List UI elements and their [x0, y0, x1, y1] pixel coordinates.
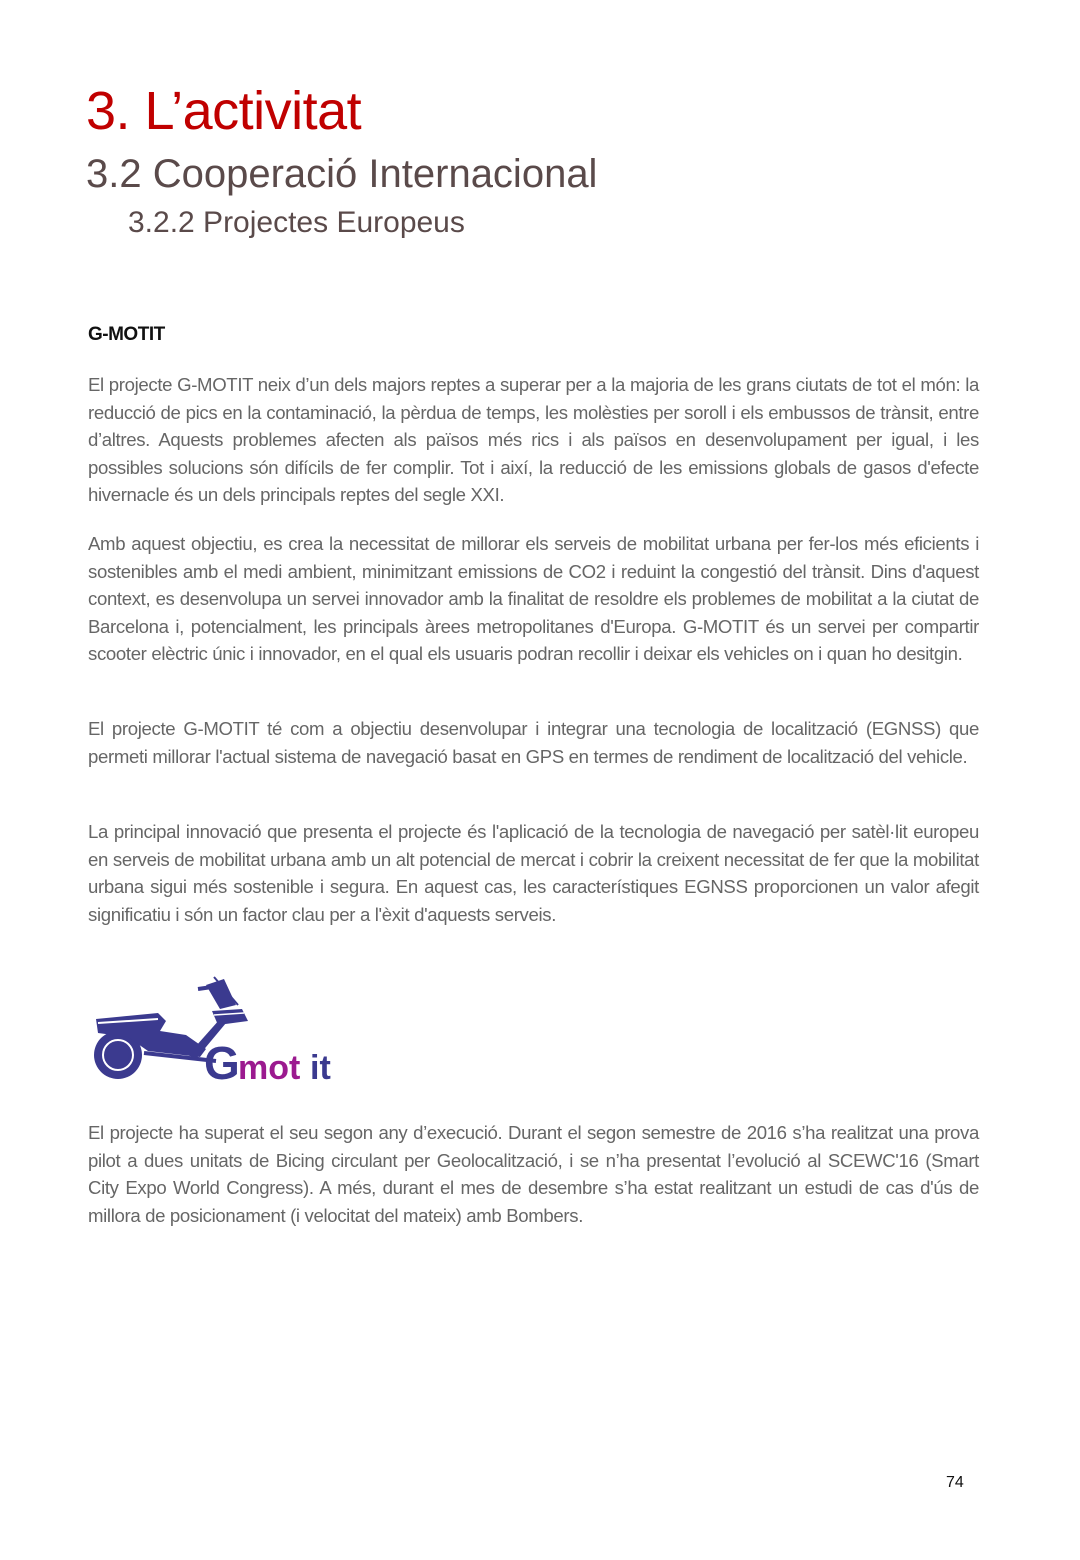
paragraph-objective: Amb aquest objectiu, es crea la necessitat de millorar els serveis de mobilitat urbana per fer-los més eficients i sostenibles amb el medi ambient, minimitzant emissions de CO2 i reduint la congestió del trànsit. Dins d'aquest context, es desenvolupa un servei innovador amb la finalitat de resoldre els problemes de mobilitat a la ciutat de Barcelona i, potencialment, les principals àrees metropolitanes d'Europa. G-MOTIT és un servei per compartir scooter elèctric únic i innovador, en el qual els usuaris podran recollir i deixar els vehicles on i quan ho desitgin.: [88, 533, 979, 665]
page-number: 74: [946, 1474, 964, 1491]
project-title: G-MOTIT: [88, 324, 165, 345]
paragraph-intro: El projecte G-MOTIT neix d’un dels majors reptes a superar per a la majoria de les grans ciutats de tot el món: la reducció de pics en la contaminació, la pèrdua de temps, les molèsties per soroll i els embussos de trànsit, entre d’altres. Aquests problemes afecten als països més rics i als països en desenvolupament per igual, i les possibles solucions són difícils de fer complir. Tot i així, la reducció de les emissions globals de gasos d'efecte hivernacle és un dels principals reptes del segle XXI.: [88, 374, 979, 506]
paragraph-innovation: La principal innovació que presenta el projecte és l'aplicació de la tecnologia de navegació per satèl·lit europeu en serveis de mobilitat urbana amb un alt potencial de mercat i cobrir la creixent necessitat de fer que la mobilitat urbana sigui més sostenible i segura. En aquest cas, les característiques EGNSS proporcionen un valor afegit significatiu i són un factor clau per a l'èxit d'aquests serveis.: [88, 821, 979, 925]
subsection-heading: 3.2.2 Projectes Europeus: [128, 206, 465, 239]
logo-text-it: it: [310, 1049, 331, 1085]
paragraph-progress: El projecte ha superat el seu segon any d’execució. Durant el segon semestre de 2016 s’ha realitzat una prova pilot a dues unitats de Bicing circulant per Geolocalització, i se n’ha presentat l’evolució al SCEWC'16 (Smart City Expo World Congress). A més, durant el mes de desembre s’ha estat realitzant un estudi de cas d'ús de millora de posicionament (i velocitat del mateix) amb Bombers.: [88, 1122, 979, 1226]
logo-text-mot: mot: [238, 1049, 301, 1085]
section-heading: 3.2 Cooperació Internacional: [86, 152, 598, 196]
paragraph-egnss: El projecte G-MOTIT té com a objectiu desenvolupar i integrar una tecnologia de localització (EGNSS) que permeti millorar l'actual sistema de navegació basat en GPS en termes de rendiment de localització del vehicle.: [88, 718, 979, 767]
logo-text-g: G: [204, 1037, 240, 1085]
gmotit-logo: [88, 975, 368, 1085]
scooter-logo-icon: [88, 975, 368, 1085]
chapter-heading: 3. L’activitat: [86, 81, 362, 141]
